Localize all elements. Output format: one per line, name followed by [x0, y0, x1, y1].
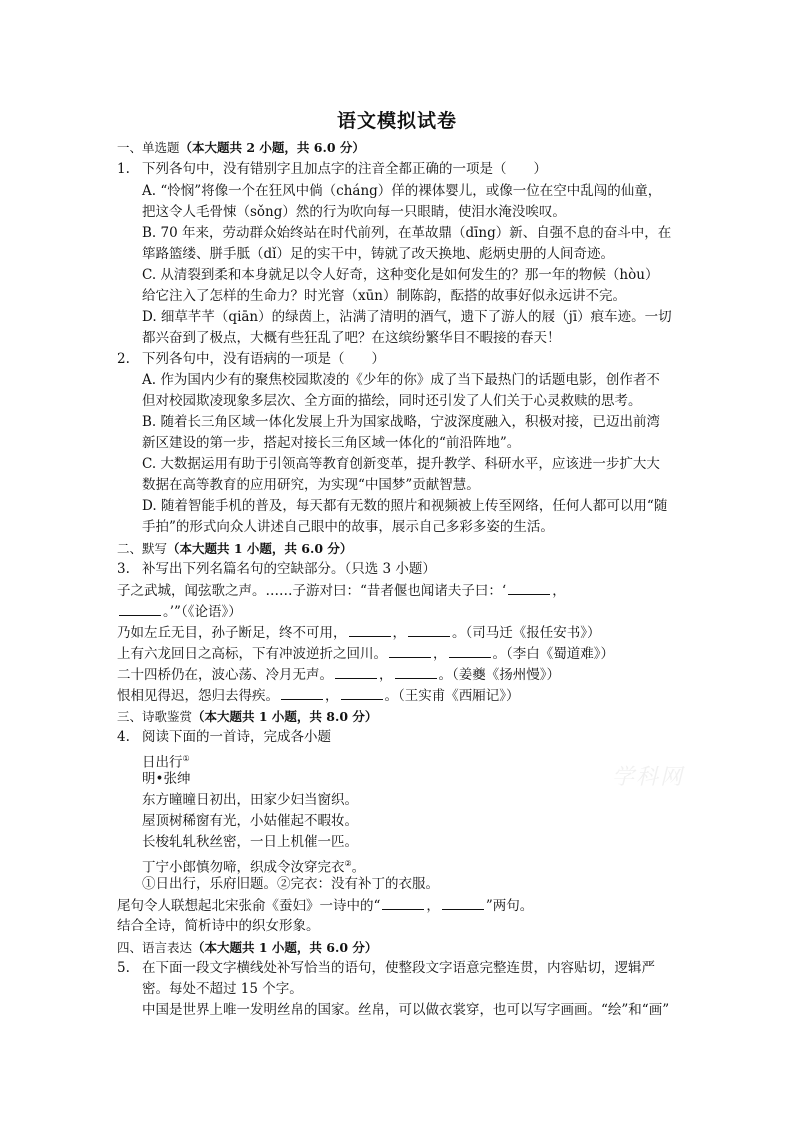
question-stem: 下列各句中，没有语病的一项是（ ）: [142, 351, 385, 367]
poem-line-end: 。: [351, 859, 366, 876]
fill-text: 上有六龙回日之高标，下有冲波逆折之回川。: [117, 646, 387, 662]
fill-text: ，: [433, 646, 447, 662]
answer-blank[interactable]: [442, 895, 484, 910]
answer-blank[interactable]: [349, 622, 391, 637]
answer-blank[interactable]: [341, 685, 383, 700]
fill-line-6: [117, 685, 520, 706]
question-stem: 下列各句中，没有错别字且加点字的注音全都正确的一项是（ ）: [142, 161, 547, 177]
option-c-line1: C. 从清裂到柔和本身就足以令人好奇，这种变化是如何发生的？那一年的物候（hòu）: [142, 267, 659, 283]
fill-line-4: [117, 643, 614, 664]
section-title: 四、语言表达: [117, 940, 193, 955]
answer-blank[interactable]: [335, 664, 377, 679]
poem-line: [142, 853, 365, 874]
question-number: 1.: [117, 161, 130, 177]
question-number: 5.: [117, 960, 130, 976]
section-4-header: [117, 937, 377, 958]
passage-text: 中国是世界上唯一发明丝帛的国家。丝帛，可以做衣裳穿，也可以写字画画。“绘”和“画”: [142, 1002, 670, 1018]
fill-text: 。（王实甫《西厢记》）: [384, 688, 520, 704]
option-d-line1: D. 细草芊芊（qiān）的绿茵上，沾满了清明的酒气，遗下了游人的屐（jī）痕车迹。一切: [142, 309, 672, 325]
sub-question-1: [117, 895, 533, 916]
fill-text: 尾句令人联想起北宋张俞《蚕妇》一诗中的“: [117, 898, 381, 914]
option-c-line1: C. 大数据运用有助于引领高等教育创新变革，提升教学、科研水平，应该进一步扩大大: [142, 456, 660, 472]
question-number: 3.: [117, 561, 130, 577]
section-2-header: [117, 538, 352, 559]
option-b-line2: 新区建设的第一步，搭起对接长三角区域一体化的“前沿阵地”。: [142, 435, 521, 451]
footnote-mark: ②: [344, 859, 352, 868]
option-d-line1: D. 随着智能手机的普及，每天都有无数的照片和视频被上传至网络，任何人都可以用“随: [142, 498, 668, 514]
question-stem: 在下面一段文字横线处补写恰当的语句，使整段文字语意完整连贯，内容贴切，逻辑严: [142, 960, 655, 976]
option-b-line2: 筚路篮缕、胼手胝（dǐ）足的实干中，铸就了改天换地、彪炳史册的人间奇迹。: [142, 246, 614, 262]
answer-blank[interactable]: [389, 643, 431, 658]
fill-text: ，: [426, 898, 440, 914]
fill-text: 乃如左丘无目，孙子断足，终不可用，: [117, 625, 347, 641]
page-title: 语文模拟试卷: [336, 110, 457, 132]
fill-line-1: [117, 580, 566, 601]
option-a-line2: 把这令人毛骨悚（sǒng）然的行为吹向每一只眼睛，使泪水淹没唉叹。: [142, 204, 566, 220]
option-d-line2: 手拍”的形式向众人讲述自己眼中的故事，展示自己多彩多姿的生活。: [142, 519, 554, 535]
answer-blank[interactable]: [281, 685, 323, 700]
sub-question-2: 结合全诗，简析诗中的织女形象。: [117, 918, 320, 934]
fill-text: ，: [392, 625, 406, 641]
question-number: 4.: [117, 729, 130, 745]
question-stem: 补写出下列名篇名句的空缺部分。（只选 3 小题）: [142, 561, 436, 577]
watermark: 学科网: [612, 765, 685, 790]
option-a-line1: A. 作为国内少有的聚焦校园欺凌的《少年的你》成了当下最热门的话题电影，创作者不: [142, 372, 660, 388]
footnote-mark: ①: [182, 754, 190, 763]
poem-notes: ①日出行，乐府旧题。②完衣：没有补丁的衣服。: [142, 876, 439, 892]
section-title: 一、单选题: [117, 140, 180, 155]
question-number: 2.: [117, 351, 130, 367]
option-a-line1: A. “怜悯”将像一个在狂风中倘（cháng）佯的裸体婴儿，或像一位在空中乱闯的仙童，: [142, 183, 662, 199]
fill-text: 恨相见得迟，怨归去得疾。: [117, 688, 279, 704]
option-b-line1: B. 随着长三角区域一体化发展上升为国家战略，宁波深度融入，积极对接，已迈出前湾: [142, 414, 661, 430]
poem-line: 屋顶树稀窗有光，小姑催起不暇妆。: [142, 813, 358, 829]
fill-text: ”两句。: [485, 898, 534, 914]
answer-blank[interactable]: [408, 622, 450, 637]
fill-text: 。’”（《论语》）: [163, 604, 242, 620]
answer-blank[interactable]: [119, 601, 161, 616]
answer-blank[interactable]: [382, 895, 424, 910]
section-3-header: [117, 706, 377, 727]
poem-line: 长梭轧轧秋丝密，一日上机催一匹。: [142, 834, 358, 850]
fill-text: 。（司马迁《报任安书》）: [452, 625, 601, 641]
poem-line: 东方曈曈日初出，田家少妇当窗织。: [142, 792, 358, 808]
section-info: （本大题共 2 小题，共 6.0 分）: [179, 140, 365, 155]
option-c-line2: 给它注入了怎样的生命力？时光窨（xūn）制陈韵，酝搭的故事好似永远讲不完。: [142, 288, 627, 304]
section-1-header: [117, 137, 365, 158]
poem-title-text: 日出行: [142, 754, 183, 771]
answer-blank[interactable]: [508, 580, 550, 595]
option-d-line2: 都兴奋到了极点，大概有些狂乱了吧？在这缤纷繁华目不暇接的春天！: [142, 330, 561, 346]
fill-text: 子之武城，闻弦歌之声。……子游对曰：“昔者偃也闻诸夫子曰：‘: [117, 583, 507, 599]
question-stem: 密。每处不超过 15 个字。: [142, 981, 303, 997]
section-title: 二、默写: [117, 541, 168, 556]
question-stem: 阅读下面的一首诗，完成各小题: [142, 729, 331, 745]
answer-blank[interactable]: [395, 664, 437, 679]
fill-line-5: [117, 664, 560, 685]
option-b-line1: B. 70 年来，劳动群众始终站在时代前列，在革故鼎（dīng）新、自强不息的奋斗中，在: [142, 225, 672, 241]
section-title: 三、诗歌鉴赏: [117, 709, 193, 724]
fill-text: ，: [325, 688, 339, 704]
option-a-line2: 但对校园欺凌现象多层次、全方面的描绘，同时还引发了人们关于心灵救赎的思考。: [142, 393, 642, 409]
fill-text: ，: [552, 583, 566, 599]
poem-author: 明•张绅: [142, 771, 191, 787]
fill-line-2: [117, 601, 242, 622]
fill-text: 二十四桥仍在，波心荡、冷月无声。: [117, 667, 333, 683]
option-c-line2: 数据在高等教育的应用研究，为实现“中国梦”贡献智慧。: [142, 477, 480, 493]
section-info: （本大题共 1 小题，共 6.0 分）: [167, 541, 353, 556]
fill-line-3: [117, 622, 601, 643]
fill-text: 。（姜夔《扬州慢》）: [438, 667, 560, 683]
poem-title: [142, 748, 190, 769]
fill-text: 。（李白《蜀道难》）: [492, 646, 614, 662]
answer-blank[interactable]: [449, 643, 491, 658]
section-info: （本大题共 1 小题，共 6.0 分）: [192, 940, 378, 955]
poem-line-text: 丁宁小郎慎勿啼，织成令汝穿完衣: [142, 859, 345, 876]
fill-text: ，: [379, 667, 393, 683]
section-info: （本大题共 1 小题，共 8.0 分）: [192, 709, 378, 724]
